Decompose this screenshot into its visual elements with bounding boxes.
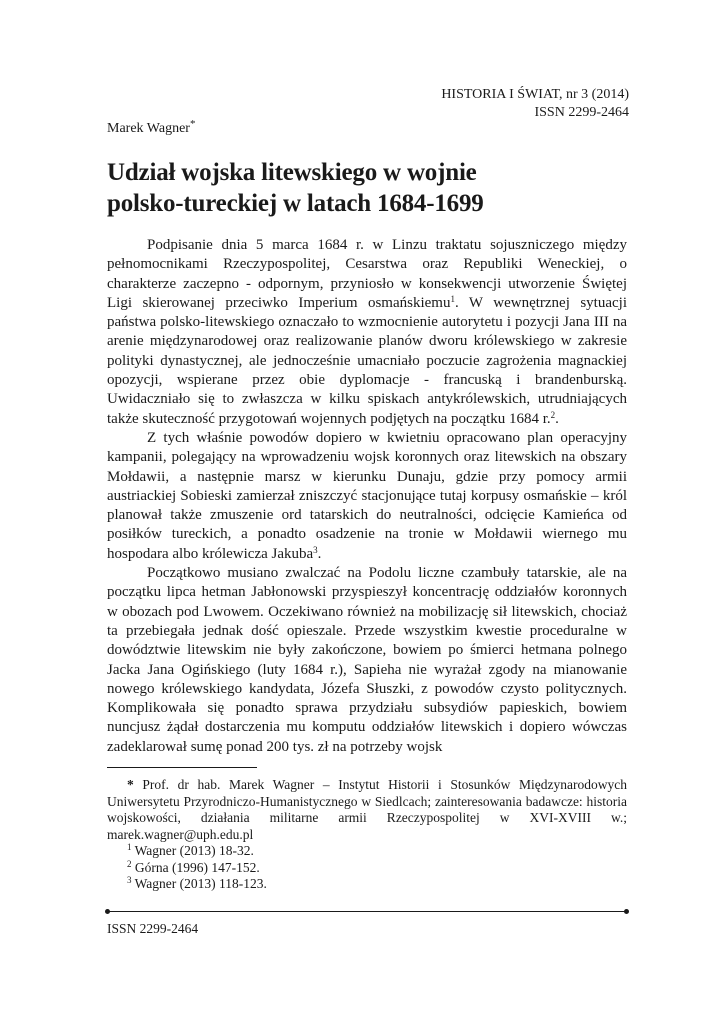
journal-header [441,86,629,122]
footnote-author [107,777,627,843]
footnote-2-text: Górna (1996) 147-152. [131,859,260,875]
paragraph-2-text: Z tych właśnie powodów dopiero w kwietniu opracowano plan operacyjny kampanii, polegający na wprowadzeniu wojsk koronnych oraz litewskich na obszary Mołdawii, a następnie marsz w kierunku Dunaju, gdzie przy pomocy armii austriackiej Sobieski zamierzał zniszczyć stacjonujące tutaj korpusy osmańskie – król planował także zmuszenie ord tatarskich do neutralności, odcięcie Kamieńca od posiłków tureckich, a ponadto osadzenie na tronie w Mołdawii wiernego mu hospodara albo królewicza Jakuba [107,429,627,562]
paragraph-2 [107,429,627,564]
footnote-separator [107,767,257,768]
footnote-2 [107,860,627,877]
footer-rule-dot-right [624,909,629,914]
footnote-ref-3: 3 [313,544,318,555]
footnote-1 [107,843,627,860]
footnote-ref-2: 2 [550,409,556,420]
journal-title: HISTORIA I ŚWIAT, nr 3 (2014) [441,87,629,102]
article-body [107,236,627,757]
footer-issn: ISSN 2299-2464 [107,921,199,936]
article-title [107,157,627,219]
footer-rule-dot-left [105,909,110,914]
footnote-2-number: 2 [127,858,132,869]
footnote-author-mark: * [127,777,134,792]
author-line [107,120,195,138]
footer-rule [107,911,627,912]
article-title-line-2: polsko-tureckiej w latach 1684-1699 [107,190,484,217]
footnote-1-text: Wagner (2013) 18-32. [131,843,254,858]
footnote-1-number: 1 [127,842,132,852]
footnote-3 [107,876,627,893]
paragraph-1-text-b: . W wewnętrznej sytuacji państwa polsko-litewskiego oznaczało to wzmocnienie autorytetu i pozycji Jana III na arenie międzynarodowej oraz realizowanie planów dworu królewskiego w zakresie polityki dynastycznej, ale jednocześnie umacniało poczucie zagrożenia magnackiej opozycji, wspierane przez obie dyplomacje - francuską i brandenburską. Uwidaczniało się to zwłaszcza w kilku spiskach antykrólewskich, utrudniających także skuteczność przygotowań wojennych podjętych na początku 1684 r. [107,294,627,427]
footnote-author-text: Prof. dr hab. Marek Wagner – Instytut Historii i Stosunków Międzynarodowych Uniwersytetu Przyrodniczo-Humanistycznego w Siedlcach; zainteresowania badawcze: historia wojskowości, działania militarne armii Rzeczypospolitej w XVI-XVIII w.; marek.wagner@uph.edu.pl [107,777,627,842]
author-name: Marek Wagner [107,121,190,136]
paragraph-1-end: . [555,410,559,427]
paragraph-3 [107,564,627,757]
footnote-3-number: 3 [127,875,132,885]
footnote-3-text: Wagner (2013) 118-123. [131,876,267,891]
footnotes [107,777,627,893]
article-title-line-1: Udział wojska litewskiego w wojnie [107,159,477,186]
author-footnote-mark: * [189,118,196,130]
journal-issn: ISSN 2299-2464 [534,105,629,120]
paragraph-2-end: . [317,545,322,562]
paragraph-1 [107,236,627,429]
paragraph-3-text: Początkowo musiano zwalczać na Podolu liczne czambuły tatarskie, ale na początku lipca hetman Jabłonowski przyspieszył koncentrację oddziałów koronnych w obozach pod Lwowem. Oczekiwano również na mobilizację sił litewskich, chociaż ta przebiegała jednak dość opieszale. Przede wszystkim kwestie proceduralne w dowództwie litewskim nie były zakończone, bowiem po śmierci hetmana polnego Jacka Jana Ogińskiego (luty 1684 r.), Sapieha nie wyrażał zgody na mianowanie nowego królewskiego kandydata, Józefa Słuszki, z powodów czysto politycznych. Komplikowała się ponadto sprawa przydziału subsydiów papieskich, bowiem nuncjusz żądał dostarczenia mu komputu oddziałów litewskich i dopiero wówczas zadeklarował sumę ponad 200 tys. zł na potrzeby wojsk [107,565,627,755]
paragraph-1-text-a: Podpisanie dnia 5 marca 1684 r. w Linzu traktatu sojuszniczego między pełnomocnikami Rzeczypospolitej, Cesarstwa oraz Republiki Weneckiej, o charakterze zaczepno - odpornym, przyniosło w konsekwencji utworzenie Świętej Ligi skierowanej przeciwko Imperium osmańskiemu [107,237,627,311]
footnote-ref-1: 1 [450,293,455,304]
